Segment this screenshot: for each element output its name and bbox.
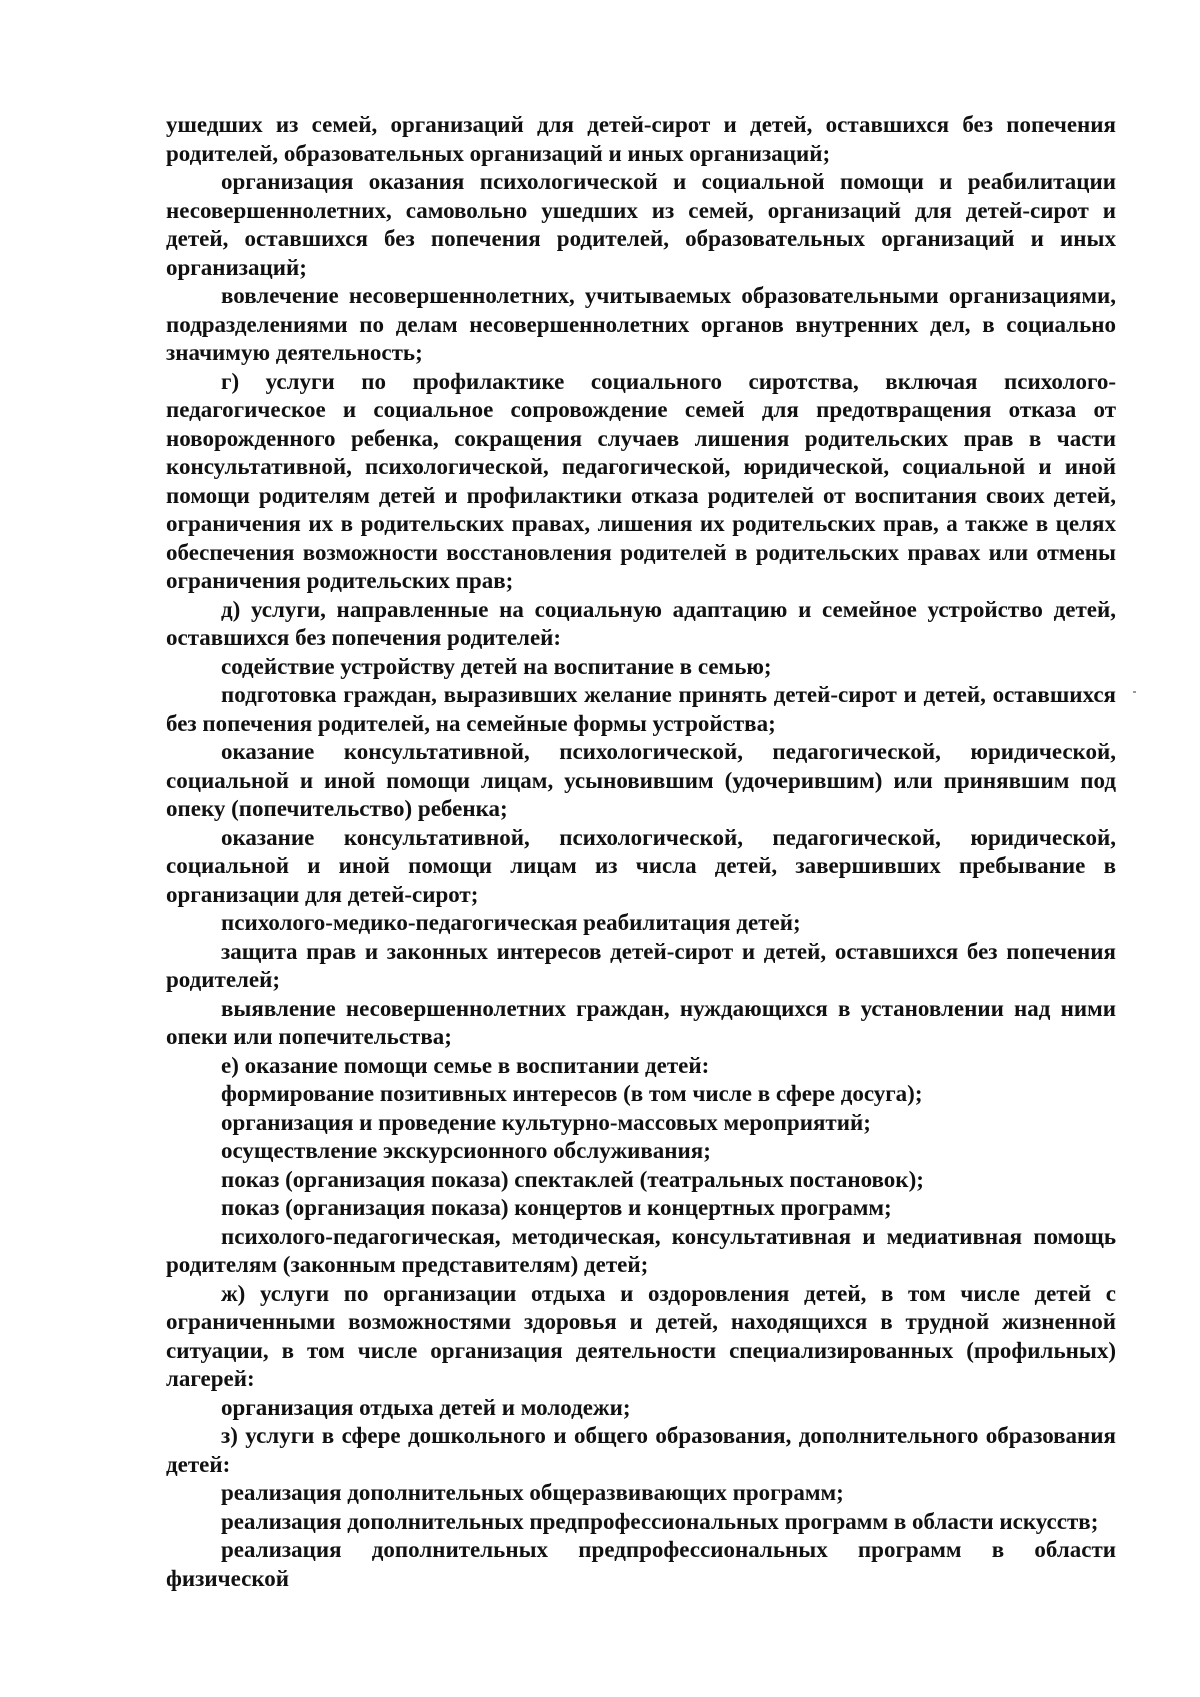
paragraph: оказание консультативной, психологической, педагогической, юридической, социальной и иной помощи лицам, усыновившим (удочерившим) или принявшим под опеку (попечительство) ребенка; [166,739,1116,821]
paragraph: оказание консультативной, психологической, педагогической, юридической, социальной и иной помощи лицам из числа детей, завершивших пребывание в организации для детей-сирот; [166,824,1116,907]
paragraph: выявление несовершеннолетних граждан, нуждающихся в установлении над ними опеки или попечительства; [166,995,1116,1049]
paragraph: организация и проведение культурно-массовых мероприятий; [221,1109,871,1135]
paragraph: з) услуги в сфере дошкольного и общего образования, дополнительного образования детей: [166,1423,1116,1477]
paragraph: реализация дополнительных общеразвивающих программ; [221,1480,844,1505]
paragraph: показ (организация показа) спектаклей (театральных постановок); [221,1166,924,1192]
paragraph: формирование позитивных интересов (в том числе в сфере досуга); [221,1081,923,1106]
paragraph: г) услуги по профилактике социального сиротства, включая психолого-педагогическое и социальное сопровождение семей для предотвращения отказа от новорожденного ребенка, сокращения случаев лишения родительских прав в части консультативной, психологической, педагогической, юридической, социальной и иной помощи родителям детей и профилактики отказа родителей от воспитания своих детей, ограничения их в родительских правах, лишения их родительских прав, а также в целях обеспечения возможности восстановления родителей в родительских правах или отмены ограничения родительских прав; [166,368,1116,593]
paragraph: организация отдыха детей и молодежи; [221,1394,631,1420]
paragraph: д) услуги, направленные на социальную адаптацию и семейное устройство детей, оставшихся без попечения родителей: [166,596,1116,650]
document-page [166,111,1116,1593]
paragraph: е) оказание помощи семье в воспитании детей: [221,1052,710,1078]
paragraph: психолого-педагогическая, методическая, консультативная и медиативная помощь родителям (законным представителям) детей; [166,1223,1116,1277]
paragraph: содействие устройству детей на воспитание в семью; [221,653,772,679]
paragraph: реализация дополнительных предпрофессиональных программ в области искусств; [221,1508,1099,1534]
paragraph: вовлечение несовершеннолетних, учитываемых образовательными организациями, подразделениями по делам несовершеннолетних органов внутренних дел, в социально значимую деятельность; [166,283,1116,365]
paragraph: подготовка граждан, выразивших желание принять детей-сирот и детей, оставшихся без попечения родителей, на семейные формы устройства; [166,682,1116,736]
paragraph: психолого-медико-педагогическая реабилитация детей; [221,910,801,935]
paragraph: реализация дополнительных предпрофессиональных программ в области физической [166,1537,1116,1591]
paragraph: защита прав и законных интересов детей-сирот и детей, оставшихся без попечения родителей; [166,938,1116,992]
paragraph: ж) услуги по организации отдыха и оздоровления детей, в том числе детей с ограниченными возможностями здоровья и детей, находящихся в трудной жизненной ситуации, в том числе организация деятельности специализированных (профильных) лагерей: [166,1280,1116,1391]
paragraph: ушедших из семей, организаций для детей-сирот и детей, оставшихся без попечения родителей, образовательных организаций и иных организаций; [166,112,1116,166]
paragraph: организация оказания психологической и социальной помощи и реабилитации несовершеннолетних, самовольно ушедших из семей, организаций для детей-сирот и детей, оставшихся без попечения родителей, образовательных организаций и иных организаций; [166,169,1116,280]
scan-speck [1133,691,1136,693]
paragraph: показ (организация показа) концертов и концертных программ; [221,1195,892,1220]
paragraph: осуществление экскурсионного обслуживания; [221,1138,711,1163]
